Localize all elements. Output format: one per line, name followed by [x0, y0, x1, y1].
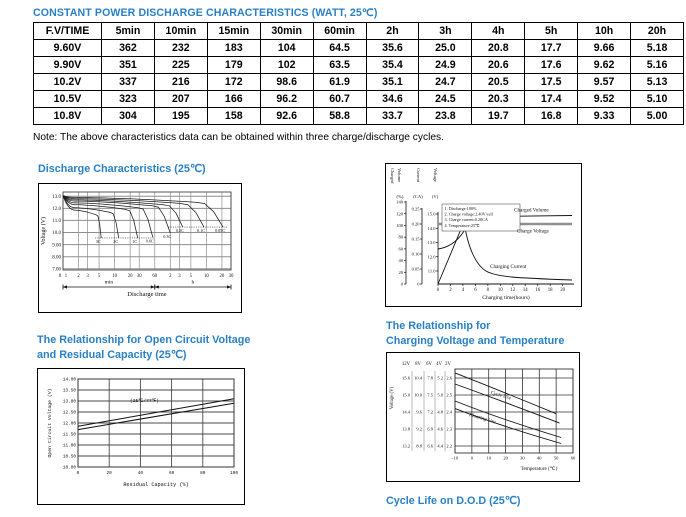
- table-cell: 5.16: [631, 57, 684, 74]
- svg-text:5: 5: [189, 274, 193, 279]
- svg-text:Charge Voltage: Charge Voltage: [517, 228, 549, 235]
- svg-text:60: 60: [152, 274, 158, 279]
- svg-text:14.0: 14.0: [427, 225, 436, 231]
- table-cell: 96.2: [260, 91, 313, 108]
- svg-text:Charged: Charged: [390, 168, 395, 184]
- svg-text:9.2: 9.2: [416, 426, 422, 432]
- table-cell: 35.1: [366, 74, 419, 91]
- svg-text:7.2: 7.2: [427, 409, 433, 415]
- svg-text:15.0: 15.0: [427, 211, 436, 217]
- svg-text:20: 20: [127, 274, 133, 279]
- svg-text:50: 50: [553, 455, 559, 461]
- table-note: Note: The above characteristics data can be obtained within three charge/discharge cycles.: [33, 132, 444, 143]
- charging-characteristics-chart: [385, 163, 582, 307]
- table-cell: 5.00: [631, 108, 684, 125]
- svg-text:0.20: 0.20: [411, 221, 420, 227]
- table-cell: 34.6: [366, 91, 419, 108]
- table-cell: 9.33: [578, 108, 631, 125]
- table-header-cell: 30min: [260, 23, 313, 40]
- svg-text:5: 5: [97, 274, 101, 279]
- svg-text:3. Charge current:0.20CA: 3. Charge current:0.20CA: [444, 217, 488, 223]
- svg-text:(CA): (CA): [413, 194, 423, 199]
- svg-text:0.25: 0.25: [411, 206, 420, 212]
- table-row: [34, 74, 684, 91]
- svg-text:2.2: 2.2: [446, 443, 452, 449]
- svg-text:10: 10: [497, 288, 503, 293]
- svg-text:0.6C: 0.6C: [145, 238, 154, 244]
- svg-text:10: 10: [486, 455, 491, 461]
- svg-text:(V): (V): [431, 194, 439, 199]
- svg-text:4.8: 4.8: [437, 409, 443, 415]
- svg-text:4V: 4V: [436, 362, 442, 367]
- svg-text:Charging time(hours): Charging time(hours): [482, 295, 530, 301]
- svg-text:1. Discharge:100%: 1. Discharge:100%: [444, 206, 477, 211]
- svg-text:9.6: 9.6: [416, 409, 422, 415]
- table-cell: 207: [154, 91, 207, 108]
- svg-text:0: 0: [76, 471, 80, 476]
- table-row: [34, 57, 684, 74]
- table-cell: 60.7: [313, 91, 366, 108]
- svg-text:8: 8: [486, 288, 490, 293]
- svg-text:11.50: 11.50: [62, 432, 76, 438]
- table-cell: 20.3: [472, 91, 525, 108]
- cvt-chart-svg: [387, 353, 579, 481]
- svg-text:100: 100: [230, 471, 238, 476]
- svg-text:100: 100: [396, 223, 403, 229]
- svg-text:40: 40: [537, 455, 542, 461]
- svg-text:16: 16: [535, 288, 541, 293]
- svg-text:-10: -10: [452, 455, 458, 461]
- svg-text:2.3: 2.3: [446, 426, 452, 432]
- table-cell: 98.6: [260, 74, 313, 91]
- table-header-cell: 4h: [472, 23, 525, 40]
- svg-text:40: 40: [398, 258, 403, 264]
- table-cell: 179: [207, 57, 260, 74]
- table-cell: 16.8: [525, 108, 578, 125]
- svg-text:13.0: 13.0: [52, 194, 61, 200]
- svg-text:Temperature (℃): Temperature (℃): [520, 466, 558, 472]
- table-cell: 58.8: [313, 108, 366, 125]
- svg-text:9.00: 9.00: [52, 243, 61, 249]
- svg-text:18: 18: [547, 288, 553, 293]
- constant-power-discharge-table: [33, 22, 684, 125]
- ocv-title-line1: The Relationship for Open Circuit Voltage: [37, 334, 251, 346]
- table-header-cell: 15min: [207, 23, 260, 40]
- table-cell: 17.6: [525, 57, 578, 74]
- table-header-cell: 3h: [419, 23, 472, 40]
- svg-text:0: 0: [470, 455, 473, 461]
- svg-text:13.50: 13.50: [62, 388, 76, 394]
- svg-text:10.0: 10.0: [52, 231, 61, 237]
- svg-text:2: 2: [169, 274, 172, 279]
- svg-text:3: 3: [86, 274, 89, 279]
- table-header-cell: 5h: [525, 23, 578, 40]
- table-cell: 9.52: [578, 91, 631, 108]
- table-header-cell: 2h: [366, 23, 419, 40]
- svg-text:80: 80: [398, 234, 403, 240]
- svg-text:5.0: 5.0: [437, 392, 443, 398]
- svg-text:2. Charge voltage:2.40V/cell: 2. Charge voltage:2.40V/cell: [444, 211, 493, 217]
- table-row: [34, 40, 684, 57]
- table-cell: 337: [102, 74, 155, 91]
- svg-text:3: 3: [178, 274, 181, 279]
- table-cell: 351: [102, 57, 155, 74]
- svg-text:3C: 3C: [95, 238, 101, 244]
- svg-text:2.5: 2.5: [446, 392, 452, 398]
- cvt-title-line2: Charging Voltage and Temperature: [386, 335, 565, 347]
- svg-text:0.05: 0.05: [411, 266, 420, 272]
- svg-text:20: 20: [219, 274, 225, 279]
- svg-text:0.05C: 0.05C: [214, 228, 226, 234]
- table-cell: 9.60V: [34, 40, 102, 57]
- svg-text:2V: 2V: [445, 362, 451, 367]
- svg-text:6V: 6V: [426, 362, 432, 367]
- svg-text:140: 140: [396, 199, 403, 205]
- svg-text:2C: 2C: [113, 238, 119, 244]
- table-cell: 323: [102, 91, 155, 108]
- svg-text:20: 20: [503, 455, 508, 461]
- table-cell: 172: [207, 74, 260, 91]
- page-title: CONSTANT POWER DISCHARGE CHARACTERISTICS (WATT, 25℃): [33, 7, 378, 19]
- svg-text:10.00: 10.00: [62, 465, 76, 471]
- table-cell: 20.6: [472, 57, 525, 74]
- table-cell: 10.8V: [34, 108, 102, 125]
- svg-text:11.00: 11.00: [62, 443, 76, 449]
- svg-text:13.8: 13.8: [402, 426, 410, 432]
- svg-text:13.2: 13.2: [402, 443, 410, 449]
- svg-text:Floating Use: Floating Use: [468, 412, 497, 426]
- svg-text:60: 60: [398, 246, 403, 252]
- svg-text:12.50: 12.50: [62, 410, 76, 416]
- svg-text:Voltage: Voltage: [433, 168, 438, 182]
- svg-text:0: 0: [436, 288, 440, 293]
- svg-text:0.3C: 0.3C: [163, 234, 172, 240]
- charge-voltage-temperature-chart: [386, 352, 580, 482]
- svg-text:4: 4: [461, 288, 465, 293]
- table-cell: 35.4: [366, 57, 419, 74]
- table-cell: 23.8: [419, 108, 472, 125]
- svg-text:7.5: 7.5: [427, 392, 433, 398]
- table-cell: 92.6: [260, 108, 313, 125]
- svg-text:120: 120: [396, 211, 403, 217]
- svg-text:12.0: 12.0: [52, 207, 61, 213]
- table-cell: 10.5V: [34, 91, 102, 108]
- table-cell: 24.5: [419, 91, 472, 108]
- table-header-cell: F.V/TIME: [34, 23, 102, 40]
- table-cell: 5.18: [631, 40, 684, 57]
- svg-text:Charging Current: Charging Current: [490, 264, 527, 270]
- table-cell: 166: [207, 91, 260, 108]
- table-cell: 9.66: [578, 40, 631, 57]
- charging-chart-svg: [386, 164, 581, 306]
- cvt-title-line1: The Relationship for: [386, 320, 491, 332]
- svg-text:0.1C: 0.1C: [196, 228, 206, 234]
- ocv-residual-capacity-chart: [37, 368, 245, 505]
- svg-text:h: h: [191, 279, 195, 286]
- svg-text:Residual Capacity (%): Residual Capacity (%): [123, 482, 189, 488]
- svg-text:0.2C: 0.2C: [175, 228, 184, 234]
- svg-text:2: 2: [77, 274, 80, 279]
- svg-text:40: 40: [137, 471, 144, 476]
- table-cell: 9.62: [578, 57, 631, 74]
- table-header-cell: 60min: [313, 23, 366, 40]
- discharge-chart-title: Discharge Characteristics (25℃): [38, 163, 206, 175]
- discharge-chart-svg: [39, 184, 241, 312]
- table-cell: 225: [154, 57, 207, 74]
- svg-text:30: 30: [136, 274, 142, 279]
- svg-text:10.50: 10.50: [62, 454, 76, 460]
- svg-text:1C: 1C: [132, 238, 138, 244]
- svg-text:11.0: 11.0: [427, 268, 436, 274]
- table-cell: 25.0: [419, 40, 472, 57]
- table-cell: 102: [260, 57, 313, 74]
- table-cell: 24.9: [419, 57, 472, 74]
- svg-text:6: 6: [474, 288, 477, 293]
- table-cell: 24.7: [419, 74, 472, 91]
- svg-text:Charged Volume: Charged Volume: [514, 207, 549, 214]
- svg-text:80: 80: [200, 471, 206, 476]
- svg-text:Cycle Use: Cycle Use: [489, 389, 512, 402]
- svg-text:5.2: 5.2: [437, 375, 443, 381]
- cycle-life-title: Cycle Life on D.O.D (25℃): [386, 495, 521, 507]
- table-cell: 104: [260, 40, 313, 57]
- svg-text:0.15: 0.15: [411, 236, 420, 242]
- svg-text:13.0: 13.0: [427, 240, 436, 246]
- svg-text:Volume: Volume: [397, 168, 402, 183]
- svg-text:2.4: 2.4: [446, 409, 452, 415]
- svg-text:8.00: 8.00: [52, 255, 61, 261]
- svg-text:30: 30: [520, 455, 525, 461]
- ocv-chart-svg: [38, 369, 244, 504]
- svg-text:Current: Current: [416, 168, 421, 183]
- table-cell: 9.90V: [34, 57, 102, 74]
- table-cell: 158: [207, 108, 260, 125]
- cvt-chart-title: [386, 319, 564, 349]
- table-cell: 63.5: [313, 57, 366, 74]
- svg-text:0.10: 0.10: [411, 251, 420, 257]
- table-cell: 5.13: [631, 74, 684, 91]
- table-header-cell: 20h: [631, 23, 684, 40]
- svg-text:12.0: 12.0: [427, 254, 436, 260]
- svg-text:8V: 8V: [415, 362, 421, 367]
- svg-text:Voltage (V): Voltage (V): [41, 216, 47, 246]
- svg-text:13.00: 13.00: [62, 399, 76, 405]
- ocv-title-line2: and Residual Capacity (25℃): [37, 349, 187, 361]
- table-cell: 64.5: [313, 40, 366, 57]
- svg-text:min: min: [104, 279, 114, 286]
- svg-text:14: 14: [522, 288, 528, 293]
- table-cell: 33.7: [366, 108, 419, 125]
- svg-text:6.9: 6.9: [427, 426, 433, 432]
- discharge-characteristics-chart: [38, 183, 242, 313]
- svg-text:4. Temperature:25℃: 4. Temperature:25℃: [444, 222, 480, 228]
- table-row: [34, 108, 684, 125]
- table-cell: 19.7: [472, 108, 525, 125]
- svg-text:7.00: 7.00: [52, 267, 61, 273]
- table-header-cell: 10min: [154, 23, 207, 40]
- svg-text:15.0: 15.0: [402, 392, 410, 398]
- table-cell: 195: [154, 108, 207, 125]
- svg-text:8.8: 8.8: [416, 443, 422, 449]
- svg-text:60: 60: [570, 455, 576, 461]
- svg-text:2.6: 2.6: [446, 375, 452, 381]
- svg-text:0: 0: [417, 281, 420, 287]
- table-cell: 5.10: [631, 91, 684, 108]
- table-cell: 9.57: [578, 74, 631, 91]
- table-header-cell: 10h: [578, 23, 631, 40]
- svg-text:10.0: 10.0: [414, 392, 422, 398]
- svg-text:1: 1: [64, 274, 68, 279]
- table-row: [34, 91, 684, 108]
- svg-text:20: 20: [560, 288, 566, 293]
- table-cell: 61.9: [313, 74, 366, 91]
- table-header-cell: 5min: [102, 23, 155, 40]
- svg-text:14.00: 14.00: [62, 377, 76, 383]
- svg-text:10.4: 10.4: [414, 375, 422, 381]
- svg-text:6.6: 6.6: [427, 443, 433, 449]
- svg-text:0: 0: [400, 281, 403, 287]
- table-cell: 17.5: [525, 74, 578, 91]
- svg-text:15.6: 15.6: [402, 375, 410, 381]
- svg-text:0: 0: [58, 274, 62, 279]
- svg-text:2: 2: [449, 288, 452, 293]
- table-cell: 304: [102, 108, 155, 125]
- table-cell: 17.4: [525, 91, 578, 108]
- table-cell: 183: [207, 40, 260, 57]
- svg-text:30: 30: [228, 274, 234, 279]
- svg-text:11.0: 11.0: [52, 219, 61, 225]
- svg-text:Discharge time: Discharge time: [127, 291, 167, 298]
- ocv-chart-title: [37, 333, 250, 363]
- svg-text:20: 20: [398, 269, 403, 275]
- svg-text:12.00: 12.00: [62, 421, 76, 427]
- svg-text:Open Circuit Voltage (V): Open Circuit Voltage (V): [48, 388, 53, 458]
- svg-text:(%): (%): [396, 194, 404, 199]
- table-cell: 20.8: [472, 40, 525, 57]
- svg-text:12V: 12V: [401, 362, 411, 367]
- table-cell: 216: [154, 74, 207, 91]
- table-cell: 10.2V: [34, 74, 102, 91]
- table-cell: 35.6: [366, 40, 419, 57]
- svg-text:7.8: 7.8: [427, 375, 433, 381]
- svg-text:60: 60: [168, 471, 175, 476]
- svg-text:4.4: 4.4: [437, 443, 443, 449]
- svg-text:10: 10: [203, 274, 209, 279]
- table-cell: 362: [102, 40, 155, 57]
- table-cell: 17.7: [525, 40, 578, 57]
- svg-text:Voltage (V): Voltage (V): [390, 386, 395, 410]
- svg-text:20: 20: [106, 471, 112, 476]
- table-cell: 232: [154, 40, 207, 57]
- svg-text:4.6: 4.6: [437, 426, 443, 432]
- svg-text:12: 12: [510, 288, 516, 293]
- svg-text:(25℃/77℉): (25℃/77℉): [130, 399, 159, 404]
- table-cell: 20.5: [472, 74, 525, 91]
- svg-text:10: 10: [112, 274, 118, 279]
- svg-text:14.4: 14.4: [402, 409, 410, 415]
